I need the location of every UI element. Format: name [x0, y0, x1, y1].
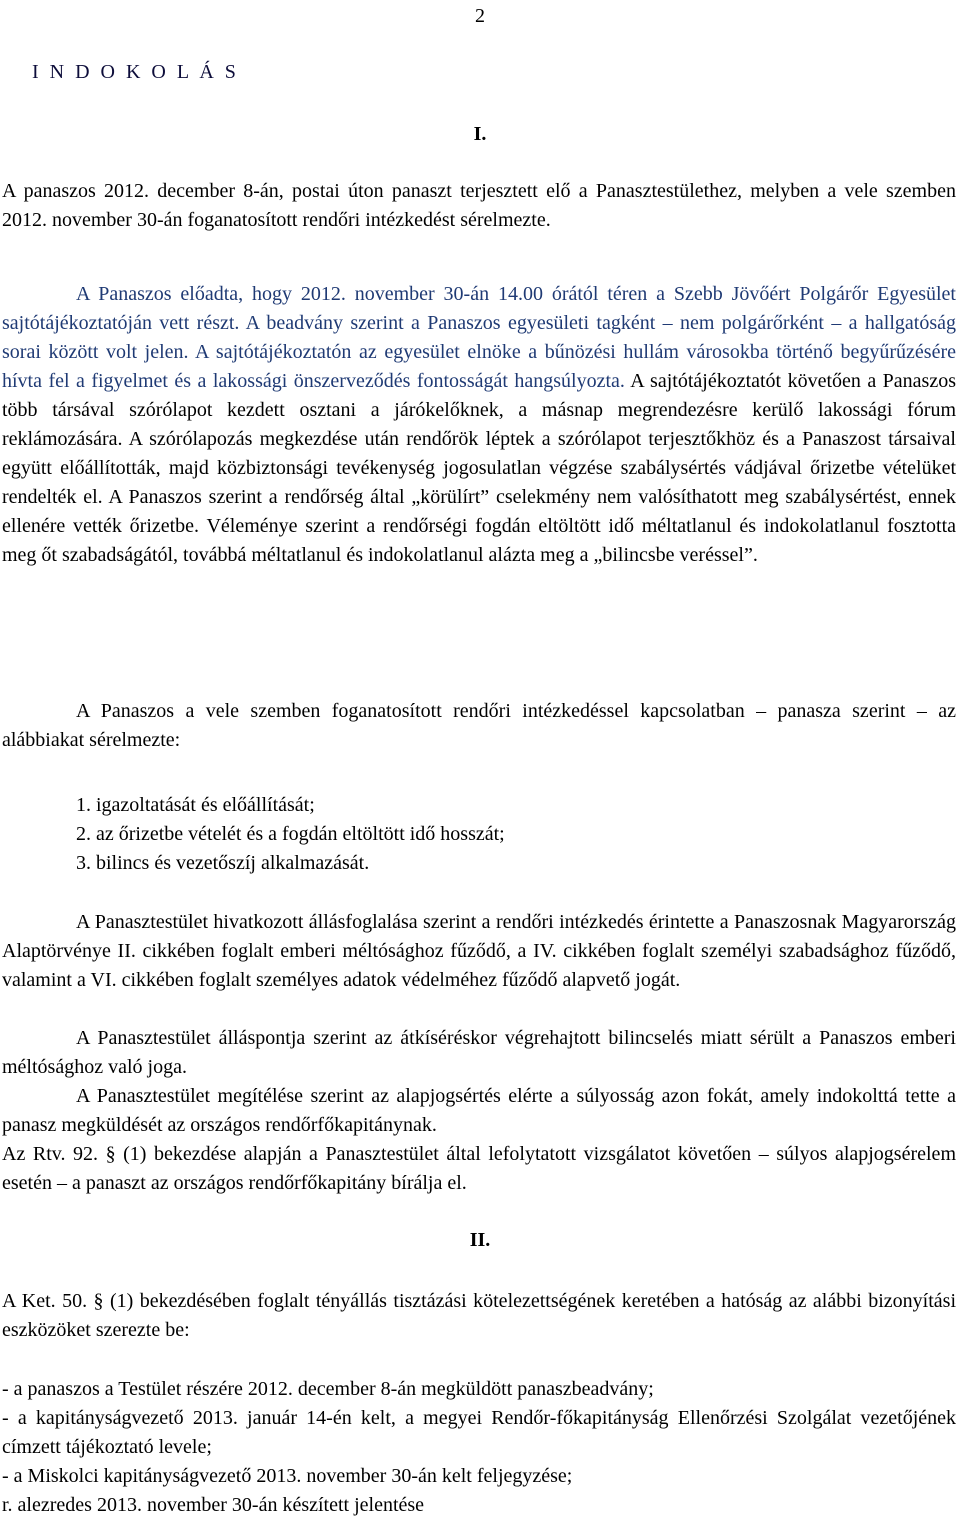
evidence-item: - a kapitányságvezető 2013. január 14-én kelt, a megyei Rendőr-főkapitányság Ellenőrzési Szolgálat vezetőjének címzett tájékoztató levele;: [2, 1407, 956, 1458]
facts-paragraph: [2, 280, 956, 570]
rtv-paragraph: Az Rtv. 92. § (1) bekezdése alapján a Panasztestület által lefolytatott vizsgálatot követően – súlyos alapjogsérelem esetén – a panaszt az országos rendőrfőkapitány bírálja el.: [2, 1143, 956, 1194]
section-heading-ii: II.: [469, 1229, 491, 1251]
evidence-item: r. alezredes 2013. november 30-án készített jelentése: [2, 1494, 425, 1516]
position-paragraph-2: A Panasztestület álláspontja szerint az átkíséréskor végrehajtott bilincselés miatt sérült a Panaszos emberi méltósághoz való joga.: [2, 1027, 956, 1078]
evidence-item: - a Miskolci kapitányságvezető 2013. november 30-án kelt feljegyzése;: [2, 1465, 573, 1487]
evidence-list: [2, 1375, 956, 1520]
complaint-item: 2. az őrizetbe vételét és a fogdán eltöltött idő hosszát;: [76, 823, 505, 845]
page-number: 2: [475, 5, 485, 27]
evidence-item: - a panaszos a Testület részére 2012. december 8-án megküldött panaszbeadvány;: [2, 1378, 654, 1400]
position-paragraph-3: A Panasztestület megítélése szerint az alapjogsértés elérte a súlyosság azon fokát, amely indokolttá tette a panasz megküldését az országos rendőrfőkapitánynak.: [2, 1085, 956, 1136]
complaint-list: [76, 791, 956, 878]
complaint-item: 3. bilincs és vezetőszíj alkalmazását.: [76, 852, 370, 874]
document-title: I N D O K O L Á S: [32, 61, 239, 83]
complaint-intro: A Panaszos a vele szemben foganatosított rendőri intézkedéssel kapcsolatban – panasza szerint – az alábbiakat sérelmezte:: [2, 700, 956, 751]
intro-paragraph: A panaszos 2012. december 8-án, postai úton panaszt terjesztett elő a Panasztestülethez, melyben a vele szemben 2012. november 30-án foganatosított rendőri intézkedést sérelmezte.: [2, 180, 956, 231]
facts-paragraph-black-part: A sajtótájékoztatót követően a Panaszos több társával szórólapot kezdett osztani a járókelőknek, a másnap megrendezésre kerülő lakossági fórum reklámozására. A szórólapozás megkezdése után rendőrök léptek a szórólapot terjesztőkhöz és a Panaszost társaival együtt előállították, majd közbiztonsági tevékenység jogosulatlan végzése szabálysértés vádjával őrizetbe vételüket rendelték el. A Panaszos szerint a rendőrség által „körülírt” cselekmény nem valósíthatott meg szabálysértést, ennek ellenére vették őrizetbe. Véleménye szerint a rendőrségi fogdán eltöltött idő méltatlanul és indokolatlanul fosztotta meg őt szabadságától, továbbá méltatlanul és indokolatlanul alázta meg a „bilincsbe veréssel”.: [2, 370, 956, 566]
complaint-item: 1. igazoltatását és előállítását;: [76, 794, 315, 816]
ket-paragraph: A Ket. 50. § (1) bekezdésében foglalt tényállás tisztázási kötelezettségének keretében a hatóság az alábbi bizonyítási eszközöket szerezte be:: [2, 1290, 956, 1341]
position-paragraph-1: A Panasztestület hivatkozott állásfoglalása szerint a rendőri intézkedés érintette a Panaszosnak Magyarország Alaptörvénye II. cikkében foglalt emberi méltósághoz fűződő, a IV. cikkében foglalt személyi szabadsághoz fűződő, valamint a VI. cikkében foglalt személyes adatok védelméhez fűződő alapvető jogát.: [2, 911, 956, 991]
section-heading-i: I.: [473, 123, 487, 145]
facts-paragraph-blue-part: A Panaszos előadta, hogy 2012. november 30-án 14.00 órától téren a Szebb Jövőért Polgárőr Egyesület sajtótájékoztatóján vett részt. A beadvány szerint a Panaszos egyesületi tagként – nem polgárőrként – a hallgatóság sorai között volt jelen. A sajtótájékoztatón az egyesület elnöke a bűnözési hullám városokba történő begyűrűzésére hívta fel a figyelmet és a lakossági önszerveződés fontosságát hangsúlyozta.: [2, 283, 956, 392]
